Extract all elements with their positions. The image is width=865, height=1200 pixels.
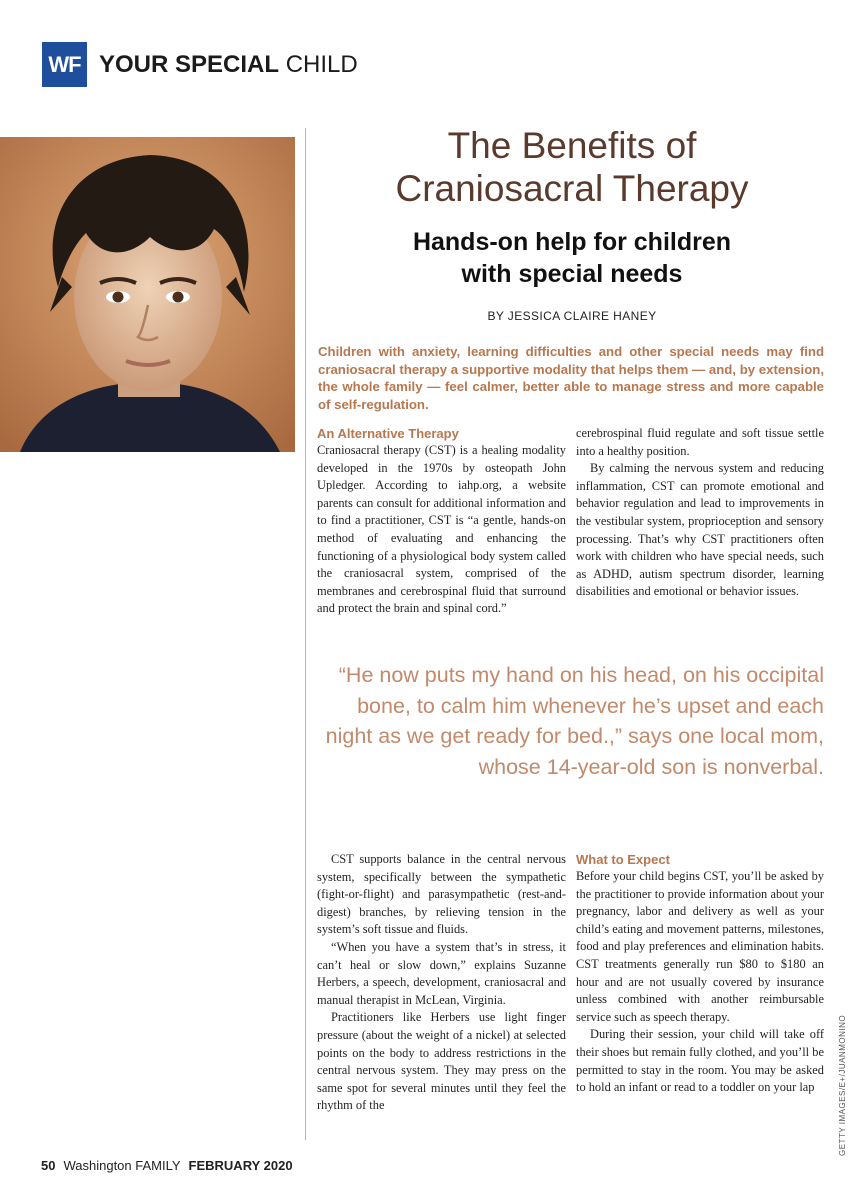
intro-paragraph: Children with anxiety, learning difficulties and other special needs may find craniosacral therapy a supportive modality that helps them — and, by extension, the whole family — feel calmer, better able to manage stress and more capable of self-regulation.: [318, 344, 824, 412]
publication-name: Washington FAMILY: [63, 1158, 181, 1173]
article-title: [320, 124, 824, 210]
col4-paragraph-1: Before your child begins CST, you’ll be asked by the practitioner to provide information about your pregnancy, labor and delivery as well as your child’s eating and movement patterns, milestones, food and play preferences and elimination habits. CST treatments generally run $80 to $180 an hour and are not usually covered by insurance unless combined with another reimbursable service such as speech therapy.: [576, 869, 824, 1024]
article-subtitle: [320, 226, 824, 290]
col3-paragraph-1: CST supports balance in the central nervous system, specifically between the sympathetic (fight-or-flight) and parasympathetic (rest-and-digest) branches, by relieving tension in the system’s soft tissue and fluids.: [317, 852, 566, 937]
section-title-bold: YOUR SPECIAL: [99, 51, 280, 78]
section-title: [99, 52, 358, 78]
column-1: [317, 425, 566, 618]
column-2: [576, 425, 824, 601]
col3-paragraph-3: Practitioners like Herbers use light finger pressure (about the weight of a nickel) at selected points on the body to address restrictions in the central nervous system. They may press on the same spot for several minutes until they feel the rhythm of the: [317, 1010, 566, 1113]
page-footer: [41, 1158, 293, 1173]
title-line-1: The Benefits of: [447, 125, 697, 166]
heading-alternative-therapy: An Alternative Therapy: [317, 426, 459, 441]
title-line-2: Craniosacral Therapy: [395, 168, 749, 209]
col2-paragraph-1: cerebrospinal fluid regulate and soft tissue settle into a healthy position.: [576, 426, 824, 458]
col3-paragraph-2: “When you have a system that’s in stress, it can’t heal or slow down,” explains Suzanne Herbers, a speech, development, craniosacral and manual therapist in McLean, Virginia.: [317, 939, 566, 1007]
byline: BY JESSICA CLAIRE HANEY: [487, 309, 657, 323]
col2-paragraph-2: By calming the nervous system and reducing inflammation, CST can promote emotional and behavior regulation and lead to improvements in the vestibular system, proprioception and sensory processing. That’s why CST practitioners often work with children who have special needs, such as ADHD, autism spectrum disorder, learning disabilities and emotional or behavior issues.: [576, 461, 824, 599]
photo-credit: [832, 1006, 852, 1156]
subtitle-line-2: with special needs: [461, 260, 683, 288]
photo-credit-text: GETTY IMAGES/E+/JUANMONINO: [838, 1014, 847, 1156]
column-4: [576, 851, 824, 1097]
section-title-light: CHILD: [285, 51, 358, 78]
subtitle-line-1: Hands-on help for children: [412, 228, 732, 256]
wf-logo: WF: [42, 42, 87, 87]
page-number: 50: [41, 1158, 56, 1173]
child-portrait-photo: [0, 137, 295, 452]
heading-what-to-expect: What to Expect: [576, 852, 670, 867]
col4-paragraph-2: During their session, your child will take off their shoes but remain fully clothed, and you’ll be permitted to stay in the room. You may be asked to hold an infant or read to a toddler on your lap: [576, 1027, 824, 1095]
pull-quote: “He now puts my hand on his head, on his occipital bone, to calm him whenever he’s upset and each night as we get ready for bed.,” says one local mom, whose 14-year-old son is nonverbal.: [325, 663, 824, 779]
column-3: [317, 851, 566, 1115]
issue-date: FEBRUARY 2020: [188, 1158, 293, 1173]
col1-paragraph-1: Craniosacral therapy (CST) is a healing modality developed in the 1970s by osteopath John Upledger. According to iahp.org, a website parents can consult for additional information and to find a practitioner, CST is “a gentle, hands-on method of evaluating and enhancing the functioning of a physiological body system called the craniosacral system, comprised of the membranes and cerebrospinal fluid that surround and protect the brain and spinal cord.”: [317, 443, 566, 616]
column-divider: [305, 128, 306, 1140]
